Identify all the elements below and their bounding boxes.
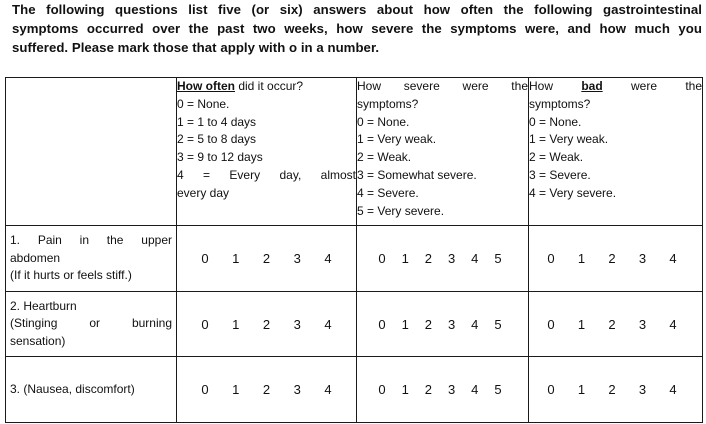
scale-option[interactable]: 2 bbox=[262, 382, 271, 397]
scale-option[interactable]: 1 bbox=[401, 382, 409, 397]
scale-option[interactable]: 3 bbox=[293, 316, 301, 332]
option-text: every day bbox=[177, 185, 230, 200]
scale-option[interactable]: 1 bbox=[401, 316, 409, 332]
option-text: 2 = Weak. bbox=[357, 150, 412, 165]
how-often-scale bbox=[177, 292, 357, 357]
table-row bbox=[6, 292, 703, 357]
scale-option[interactable]: 4 bbox=[324, 382, 332, 397]
how-severe-scale bbox=[357, 357, 529, 423]
scale-option[interactable]: 1 bbox=[232, 382, 240, 397]
scale-option[interactable]: 3 bbox=[638, 382, 647, 397]
option-text: 4 = Severe. bbox=[357, 185, 419, 200]
table-row bbox=[6, 357, 703, 423]
scale-option[interactable]: 5 bbox=[494, 382, 502, 397]
how-bad-title-a: How bbox=[529, 79, 554, 93]
scale-option[interactable]: 4 bbox=[669, 382, 677, 397]
scale-option[interactable]: 2 bbox=[608, 316, 616, 332]
scale-option[interactable]: 2 bbox=[262, 316, 271, 332]
table-row bbox=[6, 226, 703, 292]
instructions-text bbox=[12, 0, 702, 57]
option-text: 0 = None. bbox=[357, 114, 410, 129]
scale-option[interactable]: 0 bbox=[378, 382, 386, 397]
scale-option[interactable]: 1 bbox=[232, 251, 240, 266]
empty-corner-cell bbox=[6, 78, 177, 226]
scale-option[interactable]: 4 bbox=[324, 316, 332, 332]
scale-option[interactable]: 4 bbox=[669, 316, 677, 332]
scale-option[interactable]: 4 bbox=[471, 382, 479, 397]
how-severe-title-line2: symptoms? bbox=[357, 96, 419, 111]
scale-option[interactable]: 1 bbox=[577, 316, 586, 332]
scale-option[interactable]: 3 bbox=[293, 251, 301, 266]
scale-option[interactable]: 3 bbox=[638, 251, 647, 266]
scale-option[interactable]: 5 bbox=[494, 251, 502, 266]
scale-option[interactable]: 0 bbox=[547, 251, 555, 266]
scale-option[interactable]: 0 bbox=[201, 382, 209, 397]
scale-option[interactable]: 3 bbox=[447, 382, 456, 397]
header-row bbox=[6, 78, 703, 226]
header-how-often bbox=[177, 78, 357, 226]
scale-option[interactable]: 0 bbox=[547, 382, 555, 397]
scale-option[interactable]: 1 bbox=[401, 251, 409, 266]
scale-option[interactable]: 2 bbox=[608, 251, 616, 266]
header-how-bad bbox=[529, 78, 703, 226]
option-text: 3 = Somewhat severe. bbox=[357, 167, 477, 182]
symptom-label-upper-abdomen-pain: 1. Pain in the upper abdomen (If it hurts or feels stiff.) bbox=[6, 226, 177, 292]
how-often-scale bbox=[177, 357, 357, 423]
how-bad-scale bbox=[529, 226, 703, 292]
scale-option[interactable]: 4 bbox=[471, 316, 479, 332]
option-text: 5 = Very severe. bbox=[357, 203, 445, 218]
scale-option[interactable]: 4 bbox=[324, 251, 332, 266]
how-severe-scale bbox=[357, 226, 529, 292]
option-text: 1 = Very weak. bbox=[357, 132, 437, 147]
scale-option[interactable]: 2 bbox=[424, 316, 432, 332]
how-bad-title-b: were bbox=[630, 79, 657, 93]
scale-option[interactable]: 4 bbox=[669, 251, 677, 266]
option-text: 1 = Very weak. bbox=[529, 132, 609, 147]
how-often-title-rest: did it occur? bbox=[235, 79, 304, 93]
scale-option[interactable]: 2 bbox=[424, 382, 432, 397]
header-how-severe bbox=[357, 78, 529, 226]
scale-option[interactable]: 0 bbox=[201, 251, 209, 266]
instructions-line: suffered. Please mark those that apply with o in a number. bbox=[12, 40, 380, 55]
scale-option[interactable]: 1 bbox=[577, 251, 586, 266]
option-text: 4 = Very severe. bbox=[529, 185, 617, 200]
scale-option[interactable]: 3 bbox=[447, 316, 456, 332]
option-text: 2 = 5 to 8 days bbox=[177, 132, 257, 147]
scale-option[interactable]: 1 bbox=[232, 316, 240, 332]
how-bad-scale bbox=[529, 292, 703, 357]
how-severe-scale bbox=[357, 292, 529, 357]
how-bad-scale bbox=[529, 357, 703, 423]
scale-option[interactable]: 3 bbox=[638, 316, 647, 332]
option-text: 3 = 9 to 12 days bbox=[177, 150, 263, 165]
scale-option[interactable]: 5 bbox=[494, 316, 502, 332]
scale-option[interactable]: 2 bbox=[262, 251, 271, 266]
option-text: 1 = 1 to 4 days bbox=[177, 114, 257, 129]
symptom-label-nausea: 3. (Nausea, discomfort) bbox=[6, 357, 177, 423]
scale-option[interactable]: 0 bbox=[378, 316, 386, 332]
scale-option[interactable]: 2 bbox=[424, 251, 432, 266]
instructions-line: symptoms occurred over the past two weeks, how severe the symptoms were, and how much you bbox=[12, 21, 702, 36]
option-text: 0 = None. bbox=[529, 114, 582, 129]
how-severe-title: How severe were the bbox=[357, 79, 528, 93]
scale-option[interactable]: 4 bbox=[471, 251, 479, 266]
scale-option[interactable]: 0 bbox=[547, 316, 555, 332]
scale-option[interactable]: 3 bbox=[447, 251, 456, 266]
instructions-line: The following questions list five (or six) answers about how often the following gastrointestinal bbox=[12, 2, 702, 17]
option-text: 2 = Weak. bbox=[529, 150, 584, 165]
scale-option[interactable]: 2 bbox=[608, 382, 616, 397]
how-bad-title-line2: symptoms? bbox=[529, 96, 591, 111]
how-bad-title-c: the bbox=[685, 79, 702, 93]
scale-option[interactable]: 0 bbox=[201, 316, 209, 332]
option-text: 0 = None. bbox=[177, 96, 230, 111]
symptom-label-heartburn: 2. Heartburn (Stinging or burning sensation) bbox=[6, 292, 177, 357]
how-often-scale bbox=[177, 226, 357, 292]
symptom-table bbox=[5, 77, 703, 423]
how-often-label: How often bbox=[177, 79, 235, 93]
scale-option[interactable]: 3 bbox=[293, 382, 301, 397]
option-text: 4 = Every day, almost bbox=[177, 167, 356, 182]
scale-option[interactable]: 0 bbox=[378, 251, 386, 266]
option-text: 3 = Severe. bbox=[529, 167, 591, 182]
scale-option[interactable]: 1 bbox=[577, 382, 586, 397]
how-bad-label: bad bbox=[581, 79, 603, 93]
